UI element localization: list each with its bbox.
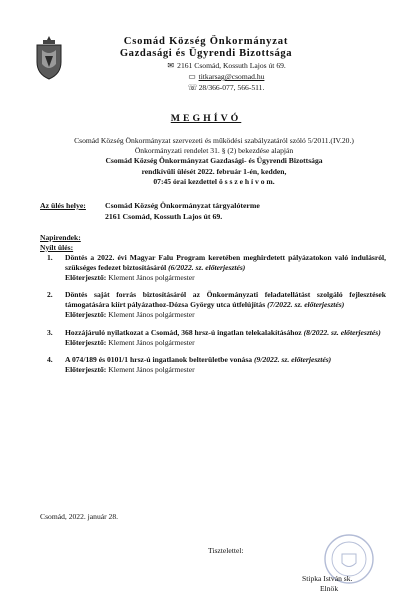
phone-line: ☏28/366-077, 566-511. [187, 82, 265, 92]
agenda-label: Napirendek: [40, 233, 81, 242]
agenda-item: 2. Döntés saját forrás biztosításáról az Önkormányzati feladatellátást szolgáló fejlesztések támogatására kiírt pályázathoz-Dózsa György utca útfelújítás (7/2022. sz. előterjesztés) Előterjesztő: Klement János polgármester [47, 290, 386, 319]
agenda-item: 3. Hozzájáruló nyilatkozat a Csomád, 368 hrsz-ú ingatlan telekalakításához (8/2022. sz. előterjesztés) Előterjesztő: Klement János polgármester [40, 328, 386, 348]
signer-title: Elnök [320, 584, 339, 593]
agenda-item: 1. Döntés a 2022. évi Magyar Falu Program keretében meghirdetett pályázatokon való indulásról, szükséges fedezet biztosításáról (6/2022. sz. előterjesztés) Előterjesztő: Klement János polgármester [47, 253, 386, 282]
meeting-place: Az ülés helye: Csomád Község Önkormányzat tárgyalóterme 2161 Csomád, Kossuth Lajos út 69. [40, 201, 260, 221]
org-name: Csomád Község Önkormányzat [123, 36, 289, 47]
agenda-heading [40, 233, 81, 253]
signer-name: Stipka István sk. [302, 574, 353, 583]
intro-paragraph: Csomád Község Önkormányzat szervezeti és működési szabályzatáról szóló 5/2011.(IV.20.) Önkormányzati rendelet 31. § (2) bekezdése alapján Csomád Község Önkormányzat Gazdasági- és Ügyrendi Bizottsága rendkívüli ülését 2022. február 1-én, kedden, 07:45 órai kezdettel ö s s z e h í v o m. [74, 136, 354, 186]
document-title: MEGHÍVÓ [170, 113, 242, 124]
meeting-place-label: Az ülés helye: [40, 201, 86, 210]
computer-icon: ▭ [188, 72, 196, 82]
closing-salutation: Tisztelettel: [208, 546, 244, 555]
date-line: Csomád, 2022. január 28. [40, 512, 119, 521]
envelope-icon: ✉ [167, 61, 175, 71]
email-link[interactable]: titkarsag@csomad.hu [198, 72, 265, 82]
agenda-presenter: Előterjesztő: Klement János polgármester [65, 309, 195, 319]
email-line [0, 72, 412, 82]
agenda-presenter: Előterjesztő: Klement János polgármester [65, 337, 195, 347]
agenda-item: 4. A 074/189 és 0101/1 hrsz-ú ingatlanok belterületbe vonása (9/2022. sz. előterjesztés) Előterjesztő: Klement János polgármester [40, 355, 386, 375]
address-line: ✉ 2161 Csomád, Kossuth Lajos út 69. [167, 61, 286, 71]
letterhead [0, 36, 412, 93]
telephone-icon: ☏ [187, 82, 198, 92]
open-session-label: Nyílt ülés: [40, 242, 74, 252]
agenda-list [40, 253, 386, 383]
agenda-presenter: Előterjesztő: Klement János polgármester [65, 272, 195, 282]
committee-name: Gazdasági és Ügyrendi Bizottsága [119, 48, 293, 60]
agenda-presenter: Előterjesztő: Klement János polgármester [65, 365, 195, 375]
